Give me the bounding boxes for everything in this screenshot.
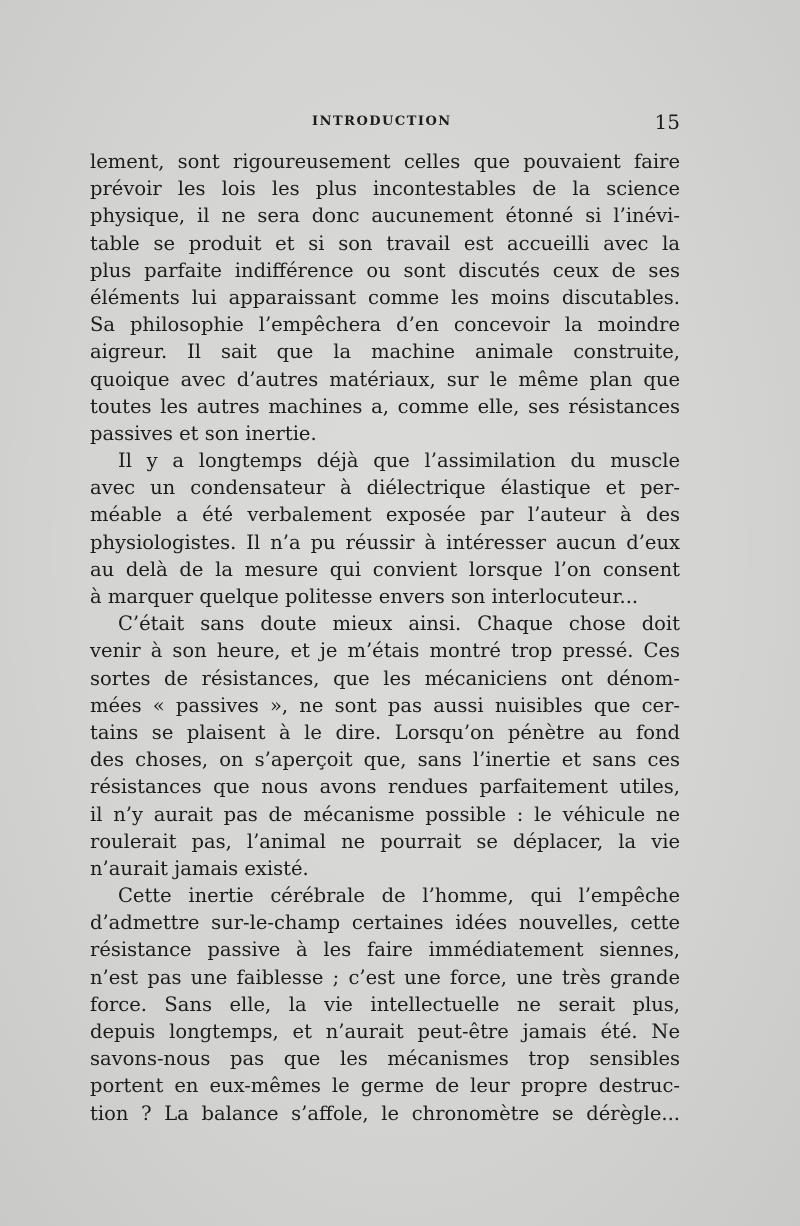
text-line: n’est pas une faiblesse ; c’est une force, une très grande [90, 965, 680, 989]
text-line: venir à son heure, et je m’étais montré trop pressé. Ces [90, 639, 680, 663]
text-line: résistances que nous avons rendues parfaitement utiles, [90, 775, 680, 799]
text-line: avec un condensateur à diélectrique élastique et per- [90, 476, 680, 500]
text-line: méable a été verbalement exposée par l’auteur à des [90, 503, 680, 527]
text-line: quoique avec d’autres matériaux, sur le même plan que [90, 367, 680, 391]
text-line: C’était sans doute mieux ainsi. Chaque chose doit [118, 612, 680, 636]
text-line: tains se plaisent à le dire. Lorsqu’on pénètre au fond [90, 720, 680, 744]
text-line: éléments lui apparaissant comme les moins discutables. [90, 285, 680, 309]
text-line: force. Sans elle, la vie intellectuelle ne serait plus, [90, 992, 680, 1016]
text-line: à marquer quelque politesse envers son interlocuteur... [90, 585, 639, 608]
text-line: d’admettre sur-le-champ certaines idées nouvelles, cette [90, 911, 680, 935]
text-line: savons-nous pas que les mécanismes trop sensibles [90, 1047, 680, 1071]
text-line: passives et son inertie. [90, 421, 317, 445]
text-line: portent en eux-mêmes le germe de leur propre destruc- [90, 1074, 680, 1098]
text-line: depuis longtemps, et n’aurait peut-être jamais été. Ne [90, 1020, 680, 1043]
text-line: physique, il ne sera donc aucunement étonné si l’inévi- [90, 204, 680, 228]
text-line: Il y a longtemps déjà que l’assimilation du muscle [118, 449, 680, 473]
running-title: INTRODUCTION [312, 114, 452, 129]
text-line: résistance passive à les faire immédiatement siennes, [90, 938, 680, 962]
text-line: table se produit et si son travail est accueilli avec la [90, 231, 680, 255]
text-line: n’aurait jamais existé. [90, 856, 309, 880]
text-line: roulerait pas, l’animal ne pourrait se déplacer, la vie [90, 829, 680, 853]
text-line: mées « passives », ne sont pas aussi nuisibles que cer- [90, 693, 680, 717]
text-line: il n’y aurait pas de mécanisme possible : le véhicule ne [90, 802, 680, 826]
text-line: physiologistes. Il n’a pu réussir à intéresser aucun d’eux [90, 530, 680, 554]
body-text [90, 148, 680, 1127]
text-line: tion ? La balance s’affole, le chronomètre se dérègle... [90, 1101, 680, 1125]
text-line: Sa philosophie l’empêchera d’en concevoir la moindre [90, 313, 680, 337]
text-line: Cette inertie cérébrale de l’homme, qui l’empêche [118, 884, 680, 908]
text-line: aigreur. Il sait que la machine animale construite, [90, 340, 680, 364]
text-line: toutes les autres machines a, comme elle, ses résistances [90, 394, 680, 418]
text-line: plus parfaite indifférence ou sont discutés ceux de ses [90, 258, 680, 282]
page-number: 15 [654, 110, 680, 134]
text-line: sortes de résistances, que les mécaniciens ont dénom- [90, 666, 680, 690]
text-line: lement, sont rigoureusement celles que pouvaient faire [90, 150, 680, 173]
text-line: des choses, on s’aperçoit que, sans l’inertie et sans ces [90, 748, 680, 772]
text-line: au delà de la mesure qui convient lorsque l’on consent [90, 557, 680, 581]
text-line: prévoir les lois les plus incontestables de la science [90, 177, 680, 201]
running-header [90, 110, 680, 138]
